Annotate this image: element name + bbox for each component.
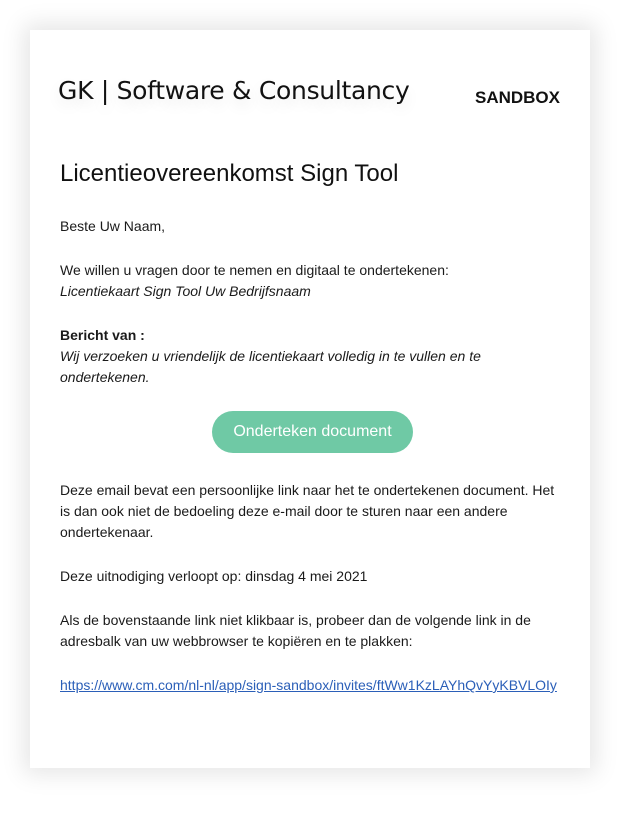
- email-title: Licentieovereenkomst Sign Tool: [60, 160, 399, 187]
- request-block: [60, 260, 565, 302]
- expiry-text: Deze uitnodiging verloopt op: dinsdag 4 mei 2021: [60, 568, 368, 584]
- sign-button-container: [60, 411, 565, 453]
- sign-url-link[interactable]: https://www.cm.com/nl-nl/app/sign-sandbox/invites/ftWw1KzLAYhQvYyKBVLOIy: [60, 677, 557, 693]
- email-body: [60, 158, 565, 696]
- sign-document-button[interactable]: Onderteken document: [212, 411, 412, 453]
- personal-link-notice: Deze email bevat een persoonlijke link naar het te ondertekenen document. Het is dan ook niet de bedoeling deze e-mail door te sturen naar een andere ondertekenaar.: [60, 482, 555, 540]
- fallback-instructions: Als de bovenstaande link niet klikbaar is, probeer dan de volgende link in de adresbalk van uw webbrowser te kopiëren en te plakken:: [60, 612, 531, 649]
- document-name-text: Licentiekaart Sign Tool Uw Bedrijfsnaam: [60, 283, 311, 299]
- company-logo: GK | Software & Consultancy: [58, 76, 410, 105]
- message-body-text: Wij verzoeken u vriendelijk de licentiekaart volledig in te vullen en te ondertekenen.: [60, 348, 481, 385]
- message-block: [60, 325, 565, 388]
- greeting-text: Beste Uw Naam,: [60, 218, 166, 234]
- request-intro-text: We willen u vragen door te nemen en digitaal te ondertekenen:: [60, 262, 449, 278]
- email-card: [30, 30, 590, 768]
- environment-label: SANDBOX: [474, 88, 560, 107]
- message-heading: Bericht van :: [60, 327, 145, 343]
- email-header: [30, 30, 590, 140]
